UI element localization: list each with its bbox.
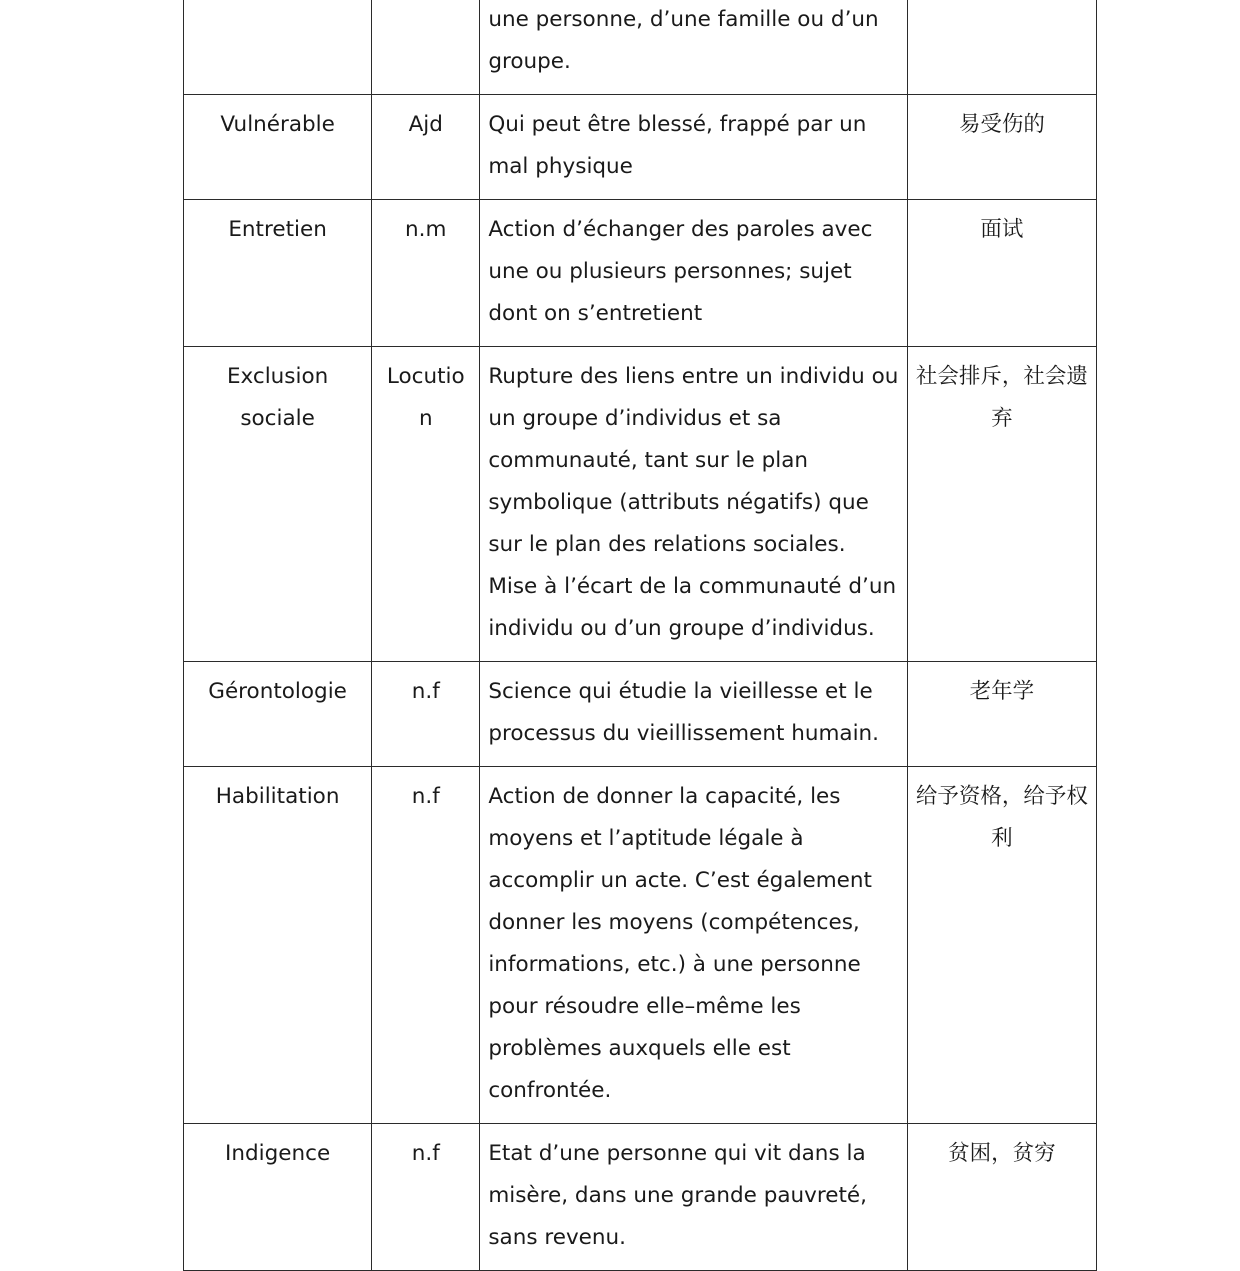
term-cell: Habilitation [184,767,372,1124]
definition-line: Qui peut être blessé, frappé par un [488,112,867,137]
definition-cell [480,200,907,347]
chinese-translation-cell: 社会排斥，社会遗弃 [907,347,1096,662]
definition-cell [480,0,907,95]
table-row [184,347,1097,662]
part-of-speech-cell: n.f [372,662,480,767]
definition-line: Science qui étudie la vieillesse et le [488,679,873,704]
definition-cell [480,662,907,767]
definition-cell [480,767,907,1124]
term-cell: Indigence [184,1124,372,1271]
definition-cell [480,95,907,200]
definition-cell [480,347,907,662]
definition-line: groupe. [488,49,571,74]
part-of-speech-cell: Ajd [372,95,480,200]
part-of-speech-cell: n.f [372,1124,480,1271]
definition-line: Etat d’une personne qui vit dans la [488,1141,866,1166]
definition-line: une ou plusieurs personnes; sujet [488,259,852,284]
definition-line: moyens et l’aptitude légale à [488,826,804,851]
part-of-speech-cell [372,0,480,95]
definition-line: misère, dans une grande pauvreté, [488,1183,867,1208]
definition-line: informations, etc.) à une personne [488,952,861,977]
definition-line: donner les moyens (compétences, [488,910,860,935]
definition-line: individu ou d’un groupe d’individus. [488,616,875,641]
definition-line: communauté, tant sur le plan [488,448,809,473]
definition-line: mal physique [488,154,633,179]
part-of-speech-cell: n.f [372,767,480,1124]
term-cell: Vulnérable [184,95,372,200]
definition-cell [480,1124,907,1271]
table-row [184,767,1097,1124]
part-of-speech-cell: n.m [372,200,480,347]
term-cell [184,0,372,95]
definition-line: problèmes auxquels elle est [488,1036,791,1061]
definition-line: Action de donner la capacité, les [488,784,841,809]
part-of-speech-cell: Locution [372,347,480,662]
chinese-translation-cell [907,0,1096,95]
definition-line: Rupture des liens entre un individu ou [488,364,899,389]
table-row [184,0,1097,95]
table-row [184,662,1097,767]
definition-line: symbolique (attributs négatifs) que [488,490,869,515]
definition-line: une personne, d’une famille ou d’un [488,7,879,32]
glossary-body [184,0,1097,1271]
chinese-translation-cell: 老年学 [907,662,1096,767]
definition-line: accomplir un acte. C’est également [488,868,872,893]
term-cell: Entretien [184,200,372,347]
definition-line: processus du vieillissement humain. [488,721,880,746]
definition-line: confrontée. [488,1078,612,1103]
glossary-table [183,0,1097,1271]
definition-line: Mise à l’écart de la communauté d’un [488,574,897,599]
term-cell: Exclusion sociale [184,347,372,662]
definition-line: sans revenu. [488,1225,626,1250]
definition-line: Action d’échanger des paroles avec [488,217,873,242]
table-row [184,95,1097,200]
table-row [184,200,1097,347]
definition-line: sur le plan des relations sociales. [488,532,846,557]
chinese-translation-cell: 易受伤的 [907,95,1096,200]
definition-line: un groupe d’individus et sa [488,406,782,431]
definition-line: pour résoudre elle–même les [488,994,801,1019]
chinese-translation-cell: 面试 [907,200,1096,347]
definition-line: dont on s’entretient [488,301,703,326]
chinese-translation-cell: 贫困，贫穷 [907,1124,1096,1271]
table-row [184,1124,1097,1271]
chinese-translation-cell: 给予资格，给予权利 [907,767,1096,1124]
term-cell: Gérontologie [184,662,372,767]
